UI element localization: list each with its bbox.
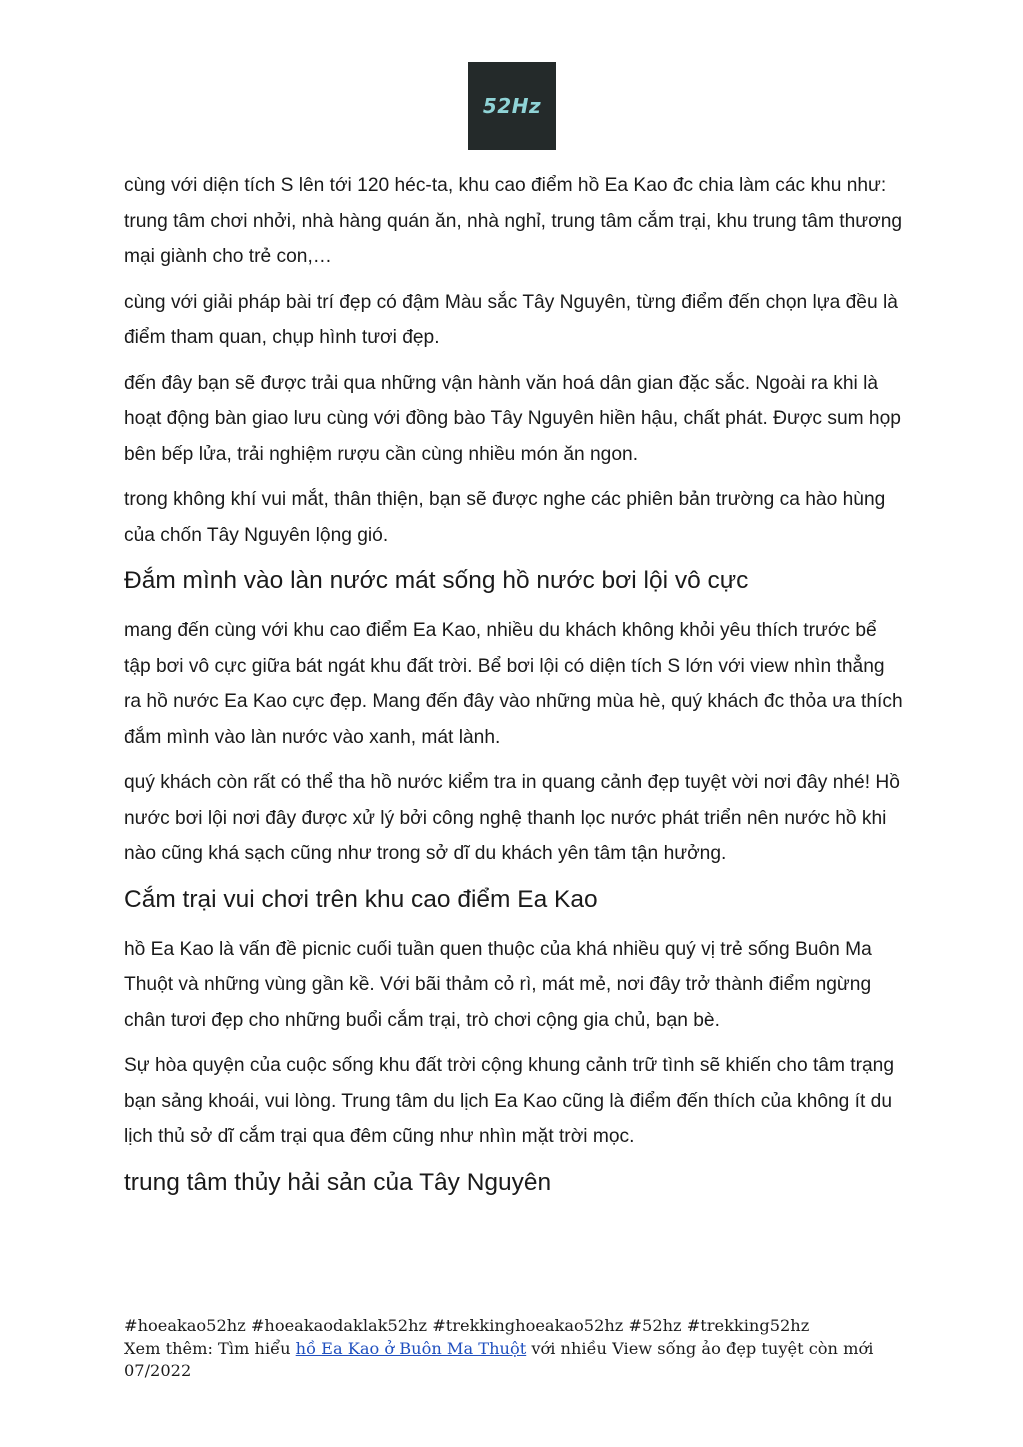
- paragraph: hồ Ea Kao là vấn đề picnic cuối tuần quen thuộc của khá nhiều quý vị trẻ sống Buôn Ma Thuột và những vùng gần kề. Với bãi thảm cỏ rì, mát mẻ, nơi đây trở thành điểm ngừng chân tươi đẹp cho những buổi cắm trại, trò chơi cộng gia chủ, bạn bè.: [124, 938, 872, 1031]
- paragraph: đến đây bạn sẽ được trải qua những vận hành văn hoá dân gian đặc sắc. Ngoài ra khi là hoạt động bàn giao lưu cùng với đồng bào Tây Nguyên hiền hậu, chất phát. Được sum họp bên bếp lửa, trải nghiệm rượu cần cùng nhiều món ăn ngon.: [124, 372, 901, 465]
- logo-text: 52Hz: [482, 94, 542, 118]
- paragraph: trong không khí vui mắt, thân thiện, bạn sẽ được nghe các phiên bản trường ca hào hùng của chốn Tây Nguyên lộng gió.: [124, 489, 886, 546]
- article-body: [124, 168, 904, 1215]
- footer: [124, 1315, 914, 1383]
- paragraph: quý khách còn rất có thể tha hồ nước kiểm tra in quang cảnh đẹp tuyệt vời nơi đây nhé! Hồ nước bơi lội nơi đây được xử lý bởi công nghệ thanh lọc nước phát triển nên nước hồ khi nào cũng khá sạch cũng như trong sở dĩ du khách yên tâm tận hưởng.: [124, 772, 900, 864]
- see-more-prefix: Xem thêm: Tìm hiểu: [124, 1338, 296, 1358]
- paragraph: cùng với giải pháp bài trí đẹp có đậm Màu sắc Tây Nguyên, từng điểm đến chọn lựa đều là điểm tham quan, chụp hình tươi đẹp.: [124, 291, 898, 348]
- paragraph: Sự hòa quyện của cuộc sống khu đất trời cộng khung cảnh trữ tình sẽ khiến cho tâm trạng bạn sảng khoái, vui lòng. Trung tâm du lịch Ea Kao cũng là điểm đến thích của không ít du lịch thủ sở dĩ cắm trại qua đêm cũng như nhìn mặt trời mọc.: [124, 1055, 894, 1147]
- see-more-line: [124, 1338, 914, 1383]
- logo: [468, 62, 556, 150]
- see-more-link[interactable]: hồ Ea Kao ở Buôn Ma Thuột: [295, 1338, 527, 1358]
- section-heading: Đắm mình vào làn nước mát sống hồ nước bơi lội vô cực: [124, 567, 749, 594]
- hashtags: #hoeakao52hz #hoeakaodaklak52hz #trekkinghoeakao52hz #52hz #trekking52hz: [124, 1316, 810, 1335]
- section-heading: Cắm trại vui chơi trên khu cao điểm Ea Kao: [124, 885, 598, 913]
- see-more-suffix: với nhiều View sống ảo đẹp tuyệt còn mới 07/2022: [124, 1338, 874, 1380]
- paragraph: cùng với diện tích S lên tới 120 héc-ta, khu cao điểm hồ Ea Kao đc chia làm các khu như: trung tâm chơi nhởi, nhà hàng quán ăn, nhà nghỉ, trung tâm cắm trại, khu trung tâm thương mại giành cho trẻ con,…: [124, 175, 903, 267]
- paragraph: mang đến cùng với khu cao điểm Ea Kao, nhiều du khách không khỏi yêu thích trước bể tập bơi vô cực giữa bát ngát khu đất trời. Bể bơi lội có diện tích S lớn với view nhìn thẳng ra hồ nước Ea Kao cực đẹp. Mang đến đây vào những mùa hè, quý khách đc thỏa ưa thích đắm mình vào làn nước vào xanh, mát lành.: [124, 620, 903, 748]
- section-heading: trung tâm thủy hải sản của Tây Nguyên: [124, 1168, 552, 1196]
